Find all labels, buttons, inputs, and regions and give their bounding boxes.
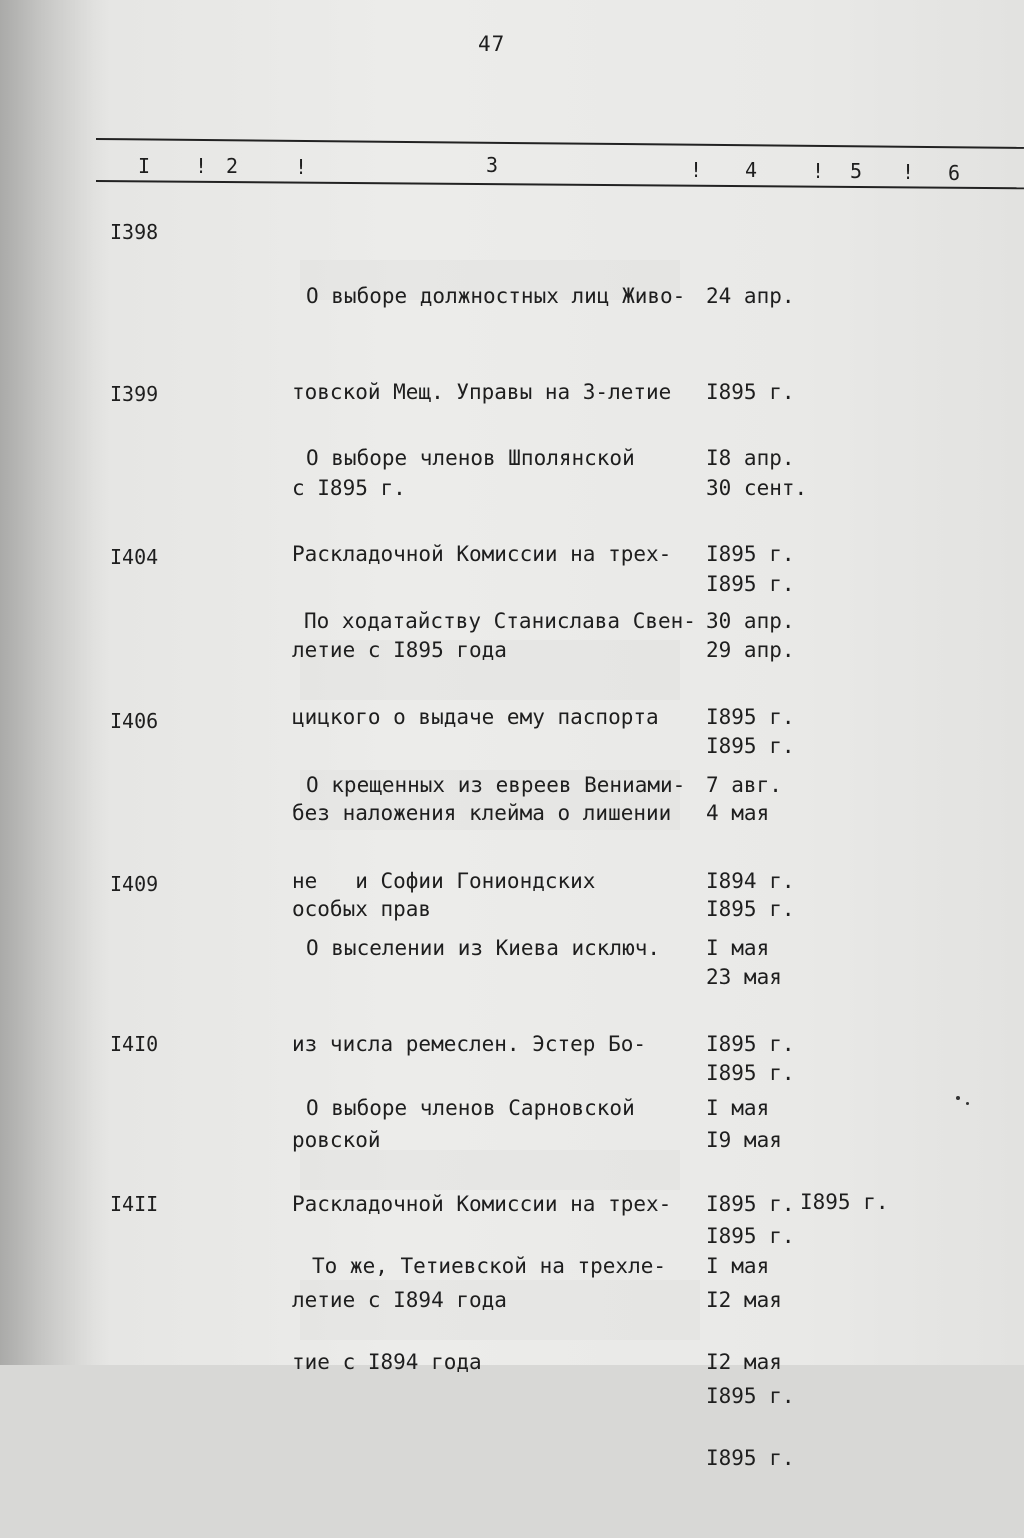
date-line: I9 мая bbox=[706, 1128, 782, 1152]
description-line: О выселении из Киева исключ. bbox=[306, 936, 661, 960]
date-line: I895 г. bbox=[706, 572, 795, 596]
description-line: ровской bbox=[292, 1128, 381, 1152]
header-separator: ! bbox=[690, 158, 703, 182]
date-line: 30 сент. bbox=[706, 476, 808, 500]
date-line: I мая bbox=[706, 1254, 770, 1278]
date-line: 24 апр. bbox=[706, 284, 795, 308]
description-line: Раскладочной Комиссии на трех- bbox=[292, 1192, 672, 1216]
date-line: I895 г. bbox=[706, 1192, 795, 1216]
entry-dates bbox=[706, 1186, 795, 1538]
date-line: 4 мая bbox=[706, 801, 770, 825]
date-line: I895 г. bbox=[706, 1384, 795, 1408]
date-line: I895 г. bbox=[706, 897, 795, 921]
binding-shadow bbox=[0, 0, 95, 1365]
page-number: 47 bbox=[478, 32, 506, 56]
entry-number: I399 bbox=[110, 382, 159, 406]
header-col-6: 6 bbox=[948, 161, 961, 185]
date-line: I895 г. bbox=[706, 1061, 795, 1085]
description-line: По ходатайству Станислава Свен- bbox=[304, 609, 696, 633]
header-col-4: 4 bbox=[745, 158, 758, 182]
description-line: тие с I894 года bbox=[292, 1350, 482, 1374]
paper-speck bbox=[956, 1096, 960, 1100]
description-line: То же, Тетиевской на трехле- bbox=[312, 1254, 667, 1278]
date-line: I894 г. bbox=[706, 869, 795, 893]
entry-number: I409 bbox=[110, 872, 159, 896]
date-line: I мая bbox=[706, 936, 770, 960]
entry-number: I398 bbox=[110, 220, 159, 244]
date-line: I2 мая bbox=[706, 1350, 782, 1374]
date-line: I895 г. bbox=[706, 1032, 795, 1056]
date-line: I2 мая bbox=[706, 1288, 782, 1312]
date-line: I895 г. bbox=[706, 542, 795, 566]
description-line: Раскладочной Комиссии на трех- bbox=[292, 542, 672, 566]
description-line: О выборе должностных лиц Живо- bbox=[306, 284, 686, 308]
description-line: без наложения клейма о лишении bbox=[292, 801, 672, 825]
description-line: летие с I894 года bbox=[292, 1288, 507, 1312]
description-line: не и Софии Гониондских bbox=[292, 869, 596, 893]
entry-number: I406 bbox=[110, 709, 159, 733]
description-line: цицкого о выдаче ему паспорта bbox=[292, 705, 659, 729]
date-line: I895 г. bbox=[706, 705, 795, 729]
header-separator: ! bbox=[295, 155, 308, 179]
description-line: О выборе членов Шполянской bbox=[306, 446, 635, 470]
date-line: I895 г. bbox=[706, 380, 795, 404]
header-separator: ! bbox=[902, 160, 915, 184]
description-line: летие с I895 года bbox=[292, 638, 507, 662]
date-line: 29 апр. bbox=[706, 638, 795, 662]
header-col-1: I bbox=[138, 154, 151, 178]
date-line: I895 г. bbox=[706, 1224, 795, 1248]
date-line: I8 апр. bbox=[706, 446, 795, 470]
header-col-3: 3 bbox=[486, 153, 499, 177]
description-line: особых прав bbox=[292, 897, 432, 921]
header-separator: ! bbox=[812, 159, 825, 183]
entry-description bbox=[292, 1186, 666, 1442]
date-line: 23 мая bbox=[706, 965, 782, 989]
header-col-5: 5 bbox=[850, 159, 863, 183]
date-line: 7 авг. bbox=[706, 773, 782, 797]
description-line: с I895 г. bbox=[292, 476, 406, 500]
entry-number: I4II bbox=[110, 1192, 159, 1216]
paper-speck bbox=[966, 1102, 969, 1105]
date-line: 30 апр. bbox=[706, 609, 795, 633]
header-separator: ! bbox=[195, 154, 208, 178]
entry-number: I404 bbox=[110, 545, 159, 569]
date-line: I895 г. bbox=[706, 1446, 795, 1470]
entry-number: I4I0 bbox=[110, 1032, 159, 1056]
description-line: О крещенных из евреев Вениами- bbox=[306, 773, 686, 797]
description-line: из числа ремеслен. Эстер Бо- bbox=[292, 1032, 647, 1056]
header-col-2: 2 bbox=[226, 154, 239, 178]
date-line: I895 г. bbox=[706, 734, 795, 758]
header-bottom-rule bbox=[96, 180, 1024, 189]
entry-extra-date: I895 г. bbox=[800, 1190, 889, 1214]
description-line: О выборе членов Сарновской bbox=[306, 1096, 635, 1120]
header-top-rule bbox=[96, 138, 1024, 149]
date-line: I мая bbox=[706, 1096, 770, 1120]
description-line: товской Мещ. Управы на 3-летие bbox=[292, 380, 672, 404]
